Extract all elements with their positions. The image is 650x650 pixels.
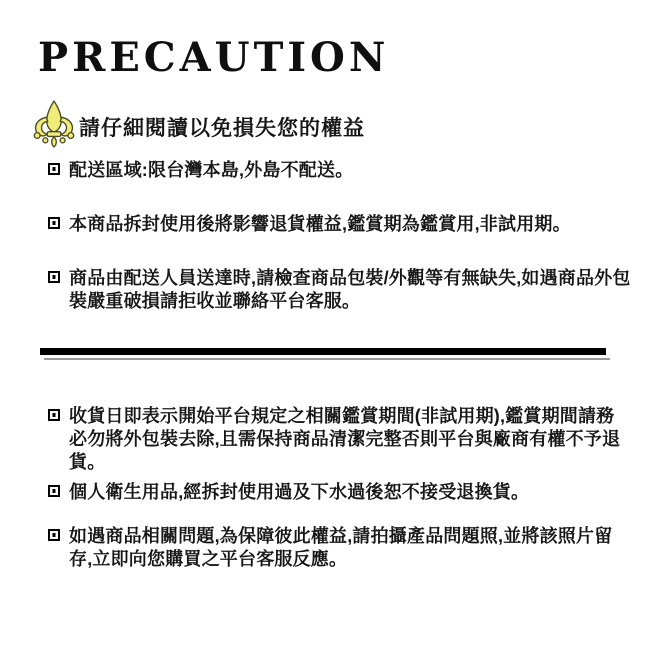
square-bullet-icon <box>48 529 60 541</box>
list-item <box>48 481 633 504</box>
square-bullet-icon <box>48 485 60 497</box>
square-bullet-icon <box>48 163 60 175</box>
list-item <box>48 213 633 236</box>
square-bullet-icon <box>48 409 60 421</box>
square-bullet-icon <box>48 271 60 283</box>
list-item <box>48 525 633 571</box>
notice-text: 請仔細閱讀以免損失您的權益 <box>79 117 365 140</box>
list-item-text: 商品由配送人員送達時,請檢查商品包裝/外觀等有無缺失,如遇商品外包裝嚴重破損請拒收並聯絡平台客服。 <box>69 268 631 311</box>
divider-gray-line <box>44 358 610 360</box>
divider-black-bar <box>40 348 606 355</box>
list-item-text: 收貨日即表示開始平台規定之相關鑑賞期間(非試用期),鑑賞期間請務必勿將外包裝去除,且需保持商品清潔完整否則平台與廠商有權不予退貨。 <box>69 406 621 472</box>
list-item-text: 本商品拆封使用後將影響退貨權益,鑑賞期為鑑賞用,非試用期。 <box>69 214 571 234</box>
list-item <box>48 405 633 474</box>
list-item-text: 個人衛生用品,經拆封使用過及下水過後恕不接受退換貨。 <box>69 482 530 502</box>
list-item <box>48 267 633 313</box>
fleur-de-lis-icon <box>30 99 78 149</box>
list-item-text: 配送區域:限台灣本島,外島不配送。 <box>69 160 354 180</box>
page-title: PRECAUTION <box>38 34 390 81</box>
list-item <box>48 159 633 182</box>
list-item-text: 如遇商品相關問題,為保障彼此權益,請拍攝產品問題照,並將該照片留存,立即向您購買之平台客服反應。 <box>69 526 613 569</box>
square-bullet-icon <box>48 217 60 229</box>
